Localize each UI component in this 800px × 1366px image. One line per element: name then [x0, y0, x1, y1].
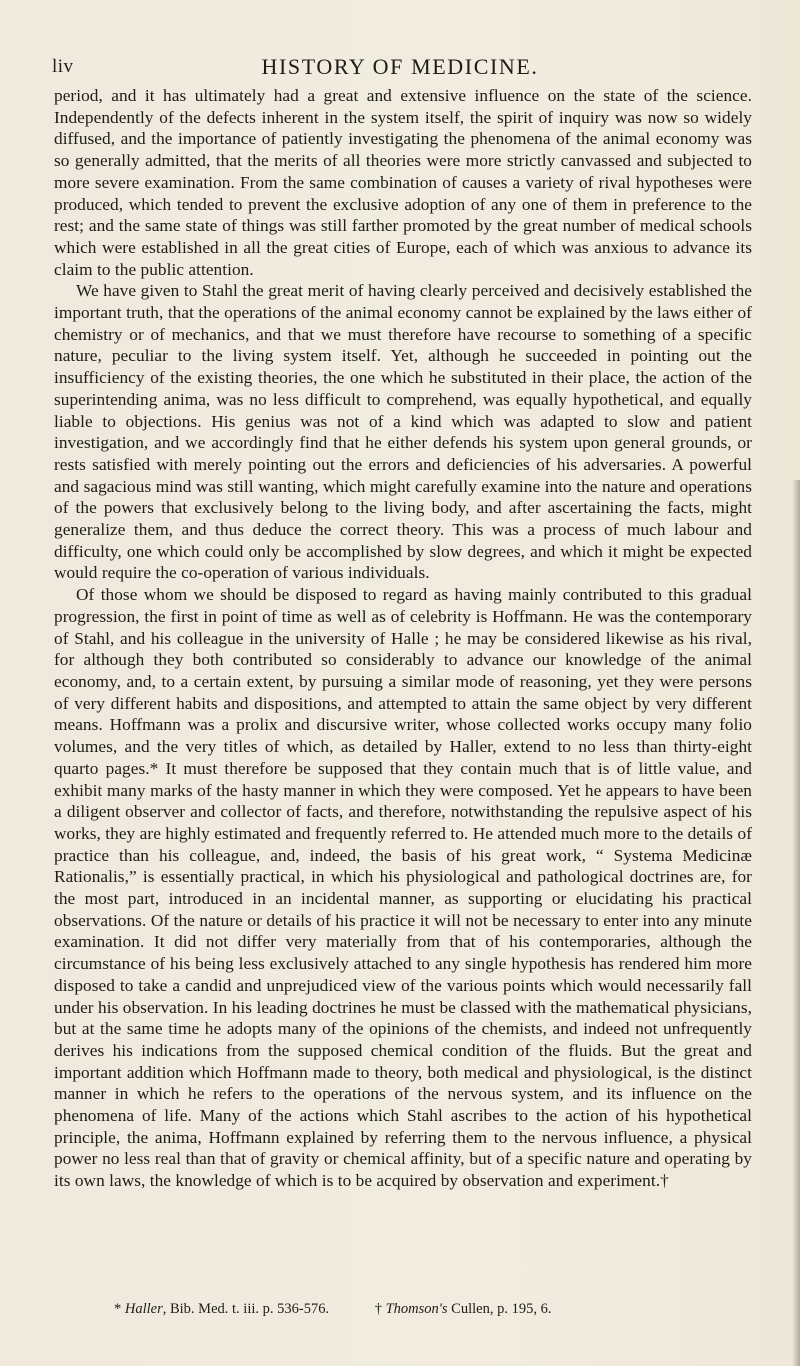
- page-edge-shadow: [792, 480, 800, 1366]
- footnote-mark: †: [374, 1301, 382, 1317]
- footnote-author: Thomson's: [385, 1301, 448, 1317]
- paragraph-stahl: We have given to Stahl the great merit of having clearly perceived and decisively established the important truth, that the operations of the animal economy cannot be explained by the laws either of chemistry or of mechanics, and that we must therefore have recourse to something of a specific nature, peculiar to the living system itself. Yet, although he succeeded in pointing out the insufficiency of the existing theories, the one which he substituted in their place, the action of the superintending anima, was no less difficult to comprehend, was equally hypothetical, and equally liable to objections. His genius was not of a kind which was adapted to slow and patient investigation, and we accordingly find that he either defends his system upon general grounds, or rests satisfied with merely pointing out the errors and deficiencies of his adversaries. A powerful and sagacious mind was still wanting, which might carefully examine into the nature and operations of the powers that exclusively belong to the living body, and after ascertaining the facts, might generalize them, and thus deduce the correct theory. This was a process of much labour and difficulty, one which could only be accomplished by slow degrees, and which it might be expected would require the co-operation of various individuals.: [54, 281, 752, 583]
- footnote-citation: , Bib. Med. t. iii. p. 536-576.: [162, 1301, 330, 1317]
- footnote-thomson: [375, 1300, 552, 1318]
- page-number: liv: [52, 56, 74, 77]
- running-head: HISTORY OF MEDICINE.: [261, 54, 539, 79]
- footnote-citation: Cullen, p. 195, 6.: [447, 1301, 552, 1317]
- footnotes: [54, 1300, 752, 1318]
- paragraph-continuation: period, and it has ultimately had a great and extensive influence on the state of the science. Independently of the defects inherent in the system itself, the spirit of inquiry was now so widely diffused, and the importance of patiently investigating the phenomena of the animal economy was so generally admitted, that the merits of all theories were more strictly canvassed and subjected to more severe examination. From the same combination of causes a variety of rival hypotheses were produced, which tended to prevent the exclusive adoption of any one of them in preference to the rest; and the same state of things was still farther promoted by the great number of medical schools which were established in all the great cities of Europe, each of which was anxious to advance its claim to the public attention.: [54, 86, 752, 279]
- paragraph-hoffmann: Of those whom we should be disposed to regard as having mainly contributed to this gradual progression, the first in point of time as well as of celebrity is Hoffmann. He was the contemporary of Stahl, and his colleague in the university of Halle ; he may be considered likewise as his rival, for although they both contributed so considerably to advance our knowledge of the animal economy, and, to a certain extent, by pursuing a similar mode of reasoning, yet they were persons of very different habits and dispositions, and attempted to attain the same object by very different means. Hoffmann was a prolix and discursive writer, whose collected works occupy many folio volumes, and the very titles of which, as detailed by Haller, extend to no less than thirty-eight quarto pages.* It must therefore be supposed that they contain much that is of little value, and exhibit many marks of the hasty manner in which they were composed. Yet he appears to have been a diligent observer and collector of facts, and therefore, notwithstanding the repulsive aspect of his works, they are highly estimated and frequently referred to. He attended much more to the details of practice than his colleague, and, indeed, the basis of his great work, “ Systema Medicinæ Rationalis,” is essentially practical, in which his physiological and pathological doctrines are, for the most part, introduced in an incidental manner, as supporting or elucidating his practical observations. Of the nature or details of his practice it will not be necessary to enter into any minute examination. It did not differ very materially from that of his contemporaries, although the circumstance of his being less exclusively attached to any single hypothesis has rendered him more disposed to take a candid and unprejudiced view of the various points which would necessarily fall under his observation. In his leading doctrines he must be classed with the mathematical physicians, but at the same time he adopts many of the opinions of the chemists, and indeed not unfrequently derives his indications from the supposed chemical condition of the fluids. But the great and important addition which Hoffmann made to theory, both medical and physiological, is the distinct manner in which he refers to the operations of the nervous system, and its influence on the phenomena of life. Many of the actions which Stahl ascribes to the action of his hypothetical principle, the anima, Hoffmann explained by referring them to the nervous influence, a physical power no less real than that of gravity or chemical affinity, but of a specific nature and operating by its own laws, the knowledge of which is to be acquired by observation and experiment.†: [54, 585, 752, 1191]
- footnote-mark: *: [114, 1301, 122, 1317]
- footnote-author: Haller: [124, 1301, 163, 1317]
- page-header: [52, 50, 748, 80]
- body-text: [54, 85, 752, 1192]
- footnote-haller: [114, 1300, 329, 1318]
